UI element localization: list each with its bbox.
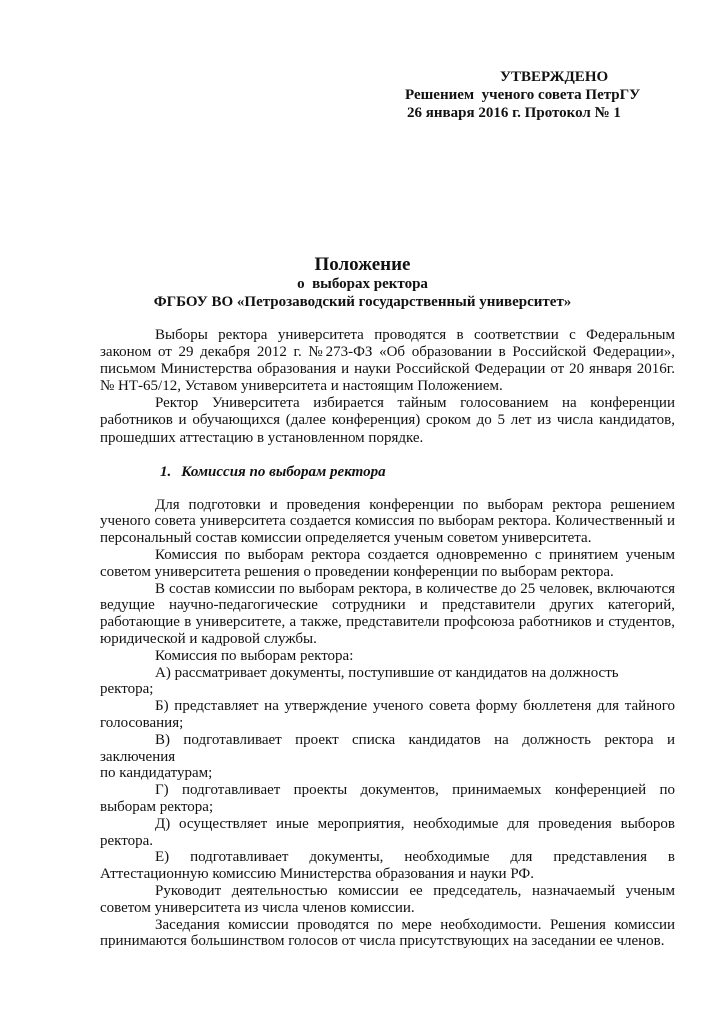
text-line: принимаются большинством голосов от числа присутствующих на заседании ее членов.	[100, 933, 665, 950]
text-line: Б) представляет на утверждение ученого совета форму бюллетеня для тайного	[155, 698, 675, 715]
section-heading	[160, 463, 725, 481]
text-line: юридической и кадровой службы.	[100, 631, 317, 648]
paragraph	[100, 581, 675, 648]
paragraph	[100, 883, 675, 917]
paragraph	[100, 816, 675, 850]
paragraph	[100, 547, 675, 581]
text-line: письмом Министерства образования и науки Российской Федерации от 20 января 2016г.	[100, 361, 675, 378]
approval-decision: Решением ученого совета ПетрГУ	[405, 87, 641, 103]
text-line: персональный состав комиссии определяется ученым советом университета.	[100, 530, 592, 547]
text-line: Выборы ректора университета проводятся в соответствии с Федеральным	[155, 327, 675, 343]
text-line: работников и обучающихся (далее конференция) сроком до 5 лет из числа кандидатов,	[100, 412, 675, 429]
text-line: по кандидатурам;	[100, 765, 213, 782]
document-title: Положение	[314, 254, 411, 275]
text-line: выборам ректора;	[100, 799, 214, 815]
intro-section	[100, 327, 675, 447]
paragraph	[100, 395, 675, 446]
approval-title: УТВЕРЖДЕНО	[500, 69, 609, 85]
text-line: Комиссия по выборам ректора:	[155, 647, 354, 664]
document-title-block	[0, 254, 725, 311]
text-line: Е) подготавливает документы, необходимые для представления в	[155, 849, 675, 866]
section-1-body	[100, 497, 675, 951]
paragraph	[100, 782, 675, 816]
text-line: № НТ-65/12, Уставом университета и настоящим Положением.	[100, 378, 503, 395]
text-line: Ректор Университета избирается тайным голосованием на конференции	[155, 395, 675, 412]
text-line: Д) осуществляет иные мероприятия, необходимые для проведения выборов	[155, 815, 675, 832]
text-line: А) рассматривает документы, поступившие от кандидатов на должность ректора;	[100, 664, 619, 698]
text-line: В) подготавливает проект списка кандидатов на должность ректора и заключения	[100, 731, 675, 765]
text-line: Комиссия по выборам ректора создается одновременно с принятием ученым	[155, 547, 675, 564]
paragraph	[100, 849, 675, 883]
text-line: советом университета из числа членов комиссии.	[100, 899, 415, 916]
text-line: Г) подготавливает проекты документов, принимаемых конференцией по	[155, 782, 675, 799]
text-line: советом университета решения о проведении конференции по выборам ректора.	[100, 563, 614, 580]
document-subtitle: о выборах ректора	[297, 276, 428, 292]
paragraph	[100, 497, 675, 547]
text-line: работающие в университете, а также, представители профсоюза работников и студентов,	[100, 614, 675, 631]
text-line: прошедших аттестацию в установленном порядке.	[100, 429, 424, 446]
text-line: В состав комиссии по выборам ректора, в количестве до 25 человек, включаются	[155, 580, 675, 597]
paragraph	[100, 917, 675, 951]
text-line: ректора.	[100, 832, 154, 849]
paragraph	[100, 732, 675, 782]
section-title: Комиссия по выборам ректора	[181, 463, 386, 480]
text-line: законом от 29 декабря 2012 г. №273-ФЗ «Об образовании в Российской Федерации»,	[100, 344, 675, 361]
text-line: ученого совета университета создается комиссия по выборам ректора. Количественный и	[100, 513, 675, 530]
text-line: Руководит деятельностью комиссии ее председатель, назначаемый ученым	[155, 882, 675, 899]
text-line: Заседания комиссии проводятся по мере необходимости. Решения комиссии	[155, 916, 675, 933]
approval-date: 26 января 2016 г. Протокол № 1	[407, 105, 621, 121]
text-line: Для подготовки и проведения конференции по выборам ректора решением	[155, 496, 675, 513]
paragraph	[100, 698, 675, 732]
paragraph	[100, 327, 675, 395]
text-line: голосования;	[100, 715, 184, 732]
approval-stamp	[405, 68, 725, 122]
organization-name: ФГБОУ ВО «Петрозаводский государственный университет»	[153, 293, 572, 310]
paragraph	[100, 648, 675, 665]
section-number: 1.	[160, 463, 172, 480]
paragraph	[100, 665, 675, 699]
text-line: Аттестационную комиссию Министерства образования и науки РФ.	[100, 866, 535, 883]
text-line: ведущие научно-педагогические сотрудники и представители других категорий,	[100, 597, 675, 614]
